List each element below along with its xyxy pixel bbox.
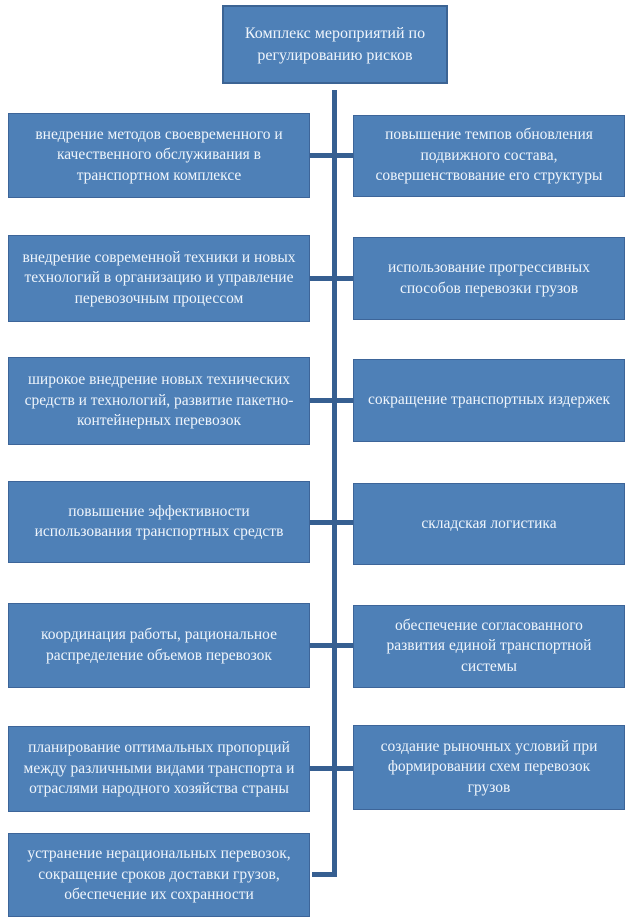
node-label: сокращение транспортных издержек xyxy=(368,391,610,409)
right-node-fleet-renewal xyxy=(353,115,625,197)
root-node-label: Комплекс мероприятий по регулированию рисков xyxy=(244,25,426,64)
right-node-progressive-methods xyxy=(353,237,625,320)
right-node-unified-system xyxy=(353,605,625,688)
node-label: складская логистика xyxy=(421,514,557,532)
right-node-warehouse-logistics xyxy=(353,483,625,565)
row-connector-line xyxy=(308,766,356,771)
right-node-market-conditions xyxy=(353,725,625,810)
row-connector-line xyxy=(308,276,356,281)
node-label: координация работы, рациональное распределение объемов перевозок xyxy=(41,626,277,664)
left-node-work-coordination xyxy=(8,603,310,688)
node-label: использование прогрессивных способов перевозки грузов xyxy=(388,259,590,297)
node-label: внедрение методов своевременного и качественного обслуживания в транспортном комплексе xyxy=(35,125,283,184)
left-node-service-quality xyxy=(8,113,310,198)
row-connector-line xyxy=(308,643,356,648)
left-node-vehicle-efficiency xyxy=(8,481,310,563)
node-label: внедрение современной техники и новых технологий в организацию и управление перевозочным процессом xyxy=(22,248,296,307)
node-label: создание рыночных условий при формировании схем перевозок грузов xyxy=(380,737,598,796)
node-label: обеспечение согласованного развития единой транспортной системы xyxy=(386,616,592,675)
left-node-optimal-proportions xyxy=(8,726,310,812)
row-connector-line xyxy=(308,520,356,525)
trunk-connector-line xyxy=(332,90,337,877)
row-connector-line xyxy=(308,153,356,158)
elbow-connector-line xyxy=(312,872,337,877)
root-node xyxy=(222,5,448,84)
node-label: планирование оптимальных пропорций между различными видами транспорта и отраслями народного хозяйства страны xyxy=(23,739,295,798)
left-node-container-transport xyxy=(8,357,310,445)
node-label: широкое внедрение новых технических средств и технологий, развитие пакетно-контейнерных перевозок xyxy=(24,371,294,430)
node-label: повышение эффективности использования транспортных средств xyxy=(34,502,284,540)
node-label: устранение нерациональных перевозок, сокращение сроков доставки грузов, обеспечение их сохранности xyxy=(27,845,291,904)
left-node-irrational-transport xyxy=(8,833,310,917)
row-connector-line xyxy=(308,398,356,403)
left-node-modern-technology xyxy=(8,235,310,322)
node-label: повышение темпов обновления подвижного состава, совершенствование его структуры xyxy=(375,126,603,185)
right-node-cost-reduction xyxy=(353,359,625,442)
